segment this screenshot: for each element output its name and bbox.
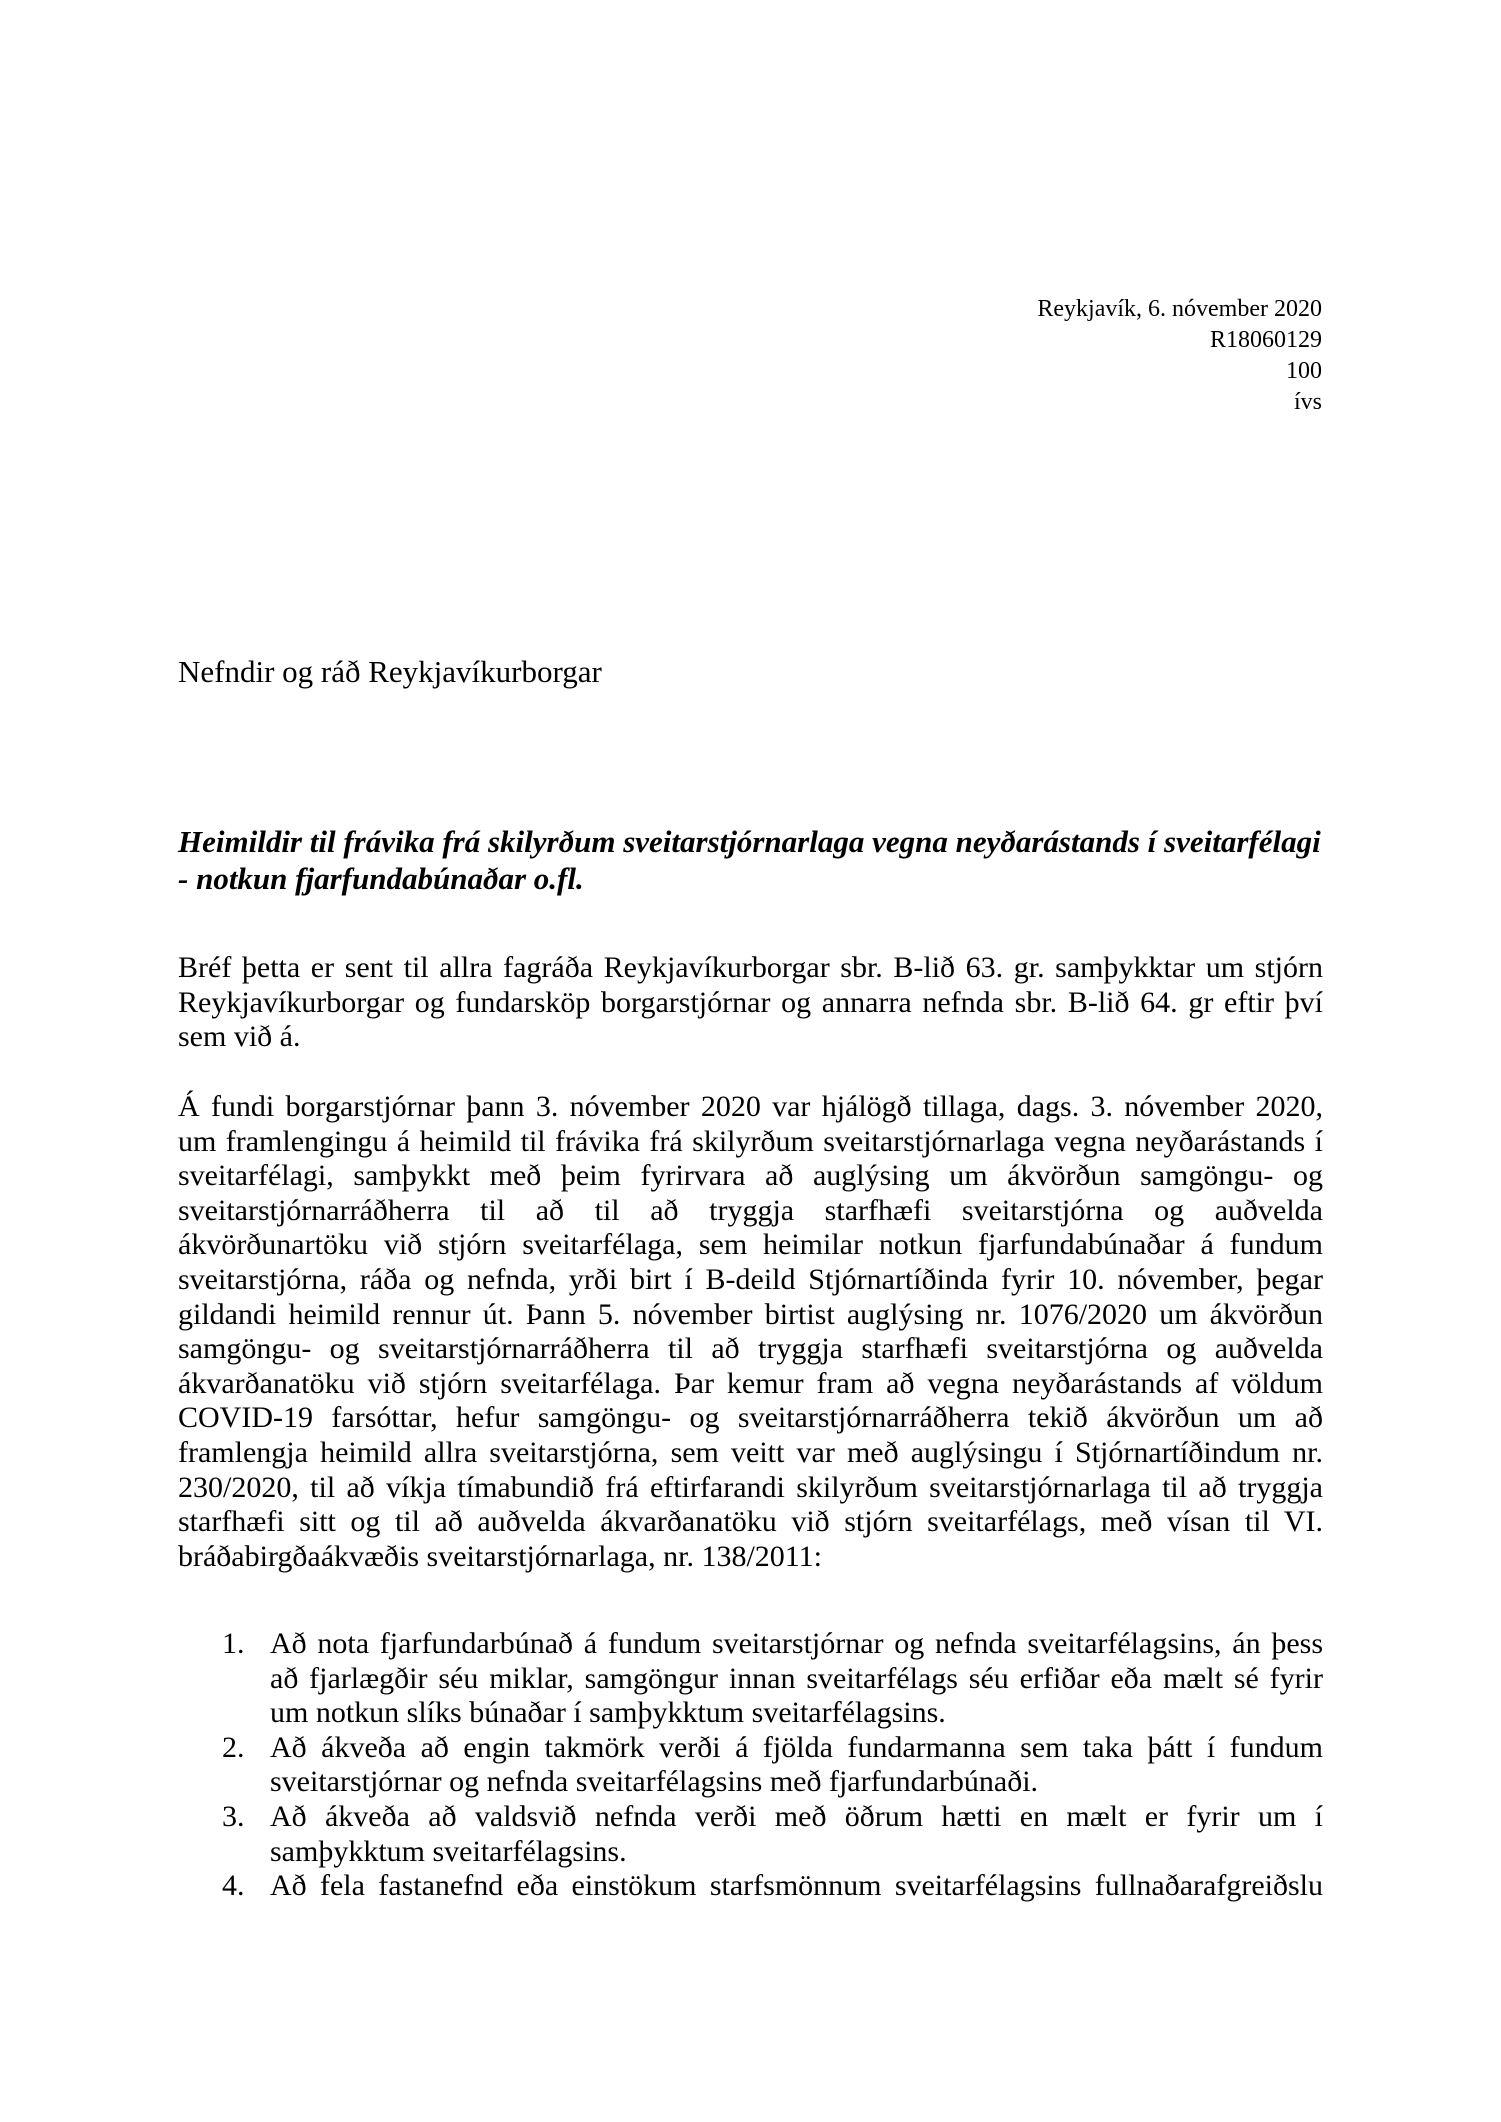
paragraph-line: 230/2020, til að víkja tímabundið frá eftirfarandi skilyrðum sveitarstjórnarlaga til að tryggja bbox=[178, 1470, 1323, 1504]
list-line: Að ákveða að engin takmörk verði á fjölda fundarmanna sem taka þátt í fundum bbox=[270, 1730, 1323, 1764]
paragraph-line: ákvarðanatöku við stjórn sveitarfélaga. Þar kemur fram að vegna neyðarástands af völdum bbox=[178, 1366, 1323, 1400]
paragraph-meeting bbox=[178, 1090, 1323, 1574]
paragraph-line: Bréf þetta er sent til allra fagráða Reykjavíkurborgar sbr. B-lið 63. gr. samþykktar um stjórn bbox=[178, 951, 1323, 984]
list-number: 1. bbox=[222, 1627, 245, 1660]
case-number: R18060129 bbox=[1209, 327, 1322, 353]
paragraph-line: samgöngu- og sveitarstjórnarráðherra til að tryggja starfhæfi sveitarstjórna og auðvelda bbox=[178, 1332, 1323, 1366]
paragraph-intro bbox=[178, 951, 1323, 1055]
list-line: Að ákveða að valdsvið nefnda verði með öðrum hætti en mælt er fyrir um í bbox=[270, 1799, 1323, 1833]
paragraph-line: um framlengingu á heimild til frávika frá skilyrðum sveitarstjórnarlaga vegna neyðarástands í bbox=[178, 1124, 1323, 1158]
subject-line: - notkun fjarfundabúnaðar o.fl. bbox=[178, 861, 584, 896]
paragraph-line: starfhæfi sitt og til að auðvelda ákvarðanatöku við stjórn sveitarfélags, með vísan til VI. bbox=[178, 1505, 1323, 1539]
paragraph-line: Á fundi borgarstjórnar þann 3. nóvember 2020 var hjálögð tillaga, dags. 3. nóvember 2020, bbox=[178, 1090, 1323, 1123]
list-line: samþykktum sveitarfélagsins. bbox=[270, 1834, 627, 1868]
list-item bbox=[178, 1627, 1323, 1731]
paragraph-line: ákvörðunartöku við stjórn sveitarfélaga, sem heimilar notkun fjarfundabúnaðar á fundum bbox=[178, 1228, 1323, 1262]
document-code: 100 bbox=[1286, 358, 1322, 384]
paragraph-line: gildandi heimild rennur út. Þann 5. nóvember birtist auglýsing nr. 1076/2020 um ákvörðun bbox=[178, 1297, 1323, 1331]
recipient: Nefndir og ráð Reykjavíkurborgar bbox=[178, 654, 602, 689]
list-line: Að fela fastanefnd eða einstökum starfsmönnum sveitarfélagsins fullnaðarafgreiðslu bbox=[270, 1869, 1323, 1903]
list-number: 4. bbox=[222, 1869, 245, 1903]
subject-heading bbox=[178, 823, 1323, 897]
list-number: 3. bbox=[222, 1799, 245, 1833]
paragraph-line: bráðabirgðaákvæðis sveitarstjórnarlaga, nr. 138/2011: bbox=[178, 1539, 823, 1573]
list-item bbox=[178, 1869, 1323, 1904]
place-date: Reykjavík, 6. nóvember 2020 bbox=[1037, 296, 1322, 322]
list-number: 2. bbox=[222, 1730, 245, 1764]
paragraph-line: COVID-19 farsóttar, hefur samgöngu- og sveitarstjórnarráðherra tekið ákvörðun um að bbox=[178, 1401, 1323, 1435]
paragraph-line: sem við á. bbox=[178, 1020, 301, 1054]
list-item bbox=[178, 1800, 1323, 1869]
letter-header bbox=[1037, 294, 1322, 418]
list-line: Að nota fjarfundarbúnað á fundum sveitarstjórnar og nefnda sveitarfélagsins, án þess bbox=[270, 1627, 1323, 1660]
list-line: sveitarstjórnar og nefnda sveitarfélagsins með fjarfundarbúnaði. bbox=[270, 1765, 1039, 1799]
list-line: um notkun slíks búnaðar í samþykktum sveitarfélagsins. bbox=[270, 1696, 946, 1730]
subject-line: Heimildir til frávika frá skilyrðum sveitarstjórnarlaga vegna neyðarástands í sveitarfélagi bbox=[178, 824, 1321, 859]
paragraph-line: sveitarstjórnarráðherra til að til að tryggja starfhæfi sveitarstjórna og auðvelda bbox=[178, 1193, 1323, 1227]
list-line: að fjarlægðir séu miklar, samgöngur innan sveitarfélags séu erfiðar eða mælt sé fyrir bbox=[270, 1661, 1323, 1695]
paragraph-line: sveitarfélagi, samþykkt með þeim fyrirvara að auglýsing um ákvörðun samgöngu- og bbox=[178, 1159, 1323, 1193]
author-initials: ívs bbox=[1293, 389, 1322, 415]
numbered-list bbox=[178, 1627, 1323, 1904]
list-item bbox=[178, 1731, 1323, 1800]
paragraph-line: sveitarstjórna, ráða og nefnda, yrði birt í B-deild Stjórnartíðinda fyrir 10. nóvember, þegar bbox=[178, 1262, 1323, 1296]
paragraph-line: framlengja heimild allra sveitarstjórna, sem veitt var með auglýsingu í Stjórnartíðindum nr. bbox=[178, 1435, 1323, 1469]
paragraph-line: Reykjavíkurborgar og fundarsköp borgarstjórnar og annarra nefnda sbr. B-lið 64. gr eftir því bbox=[178, 985, 1323, 1019]
